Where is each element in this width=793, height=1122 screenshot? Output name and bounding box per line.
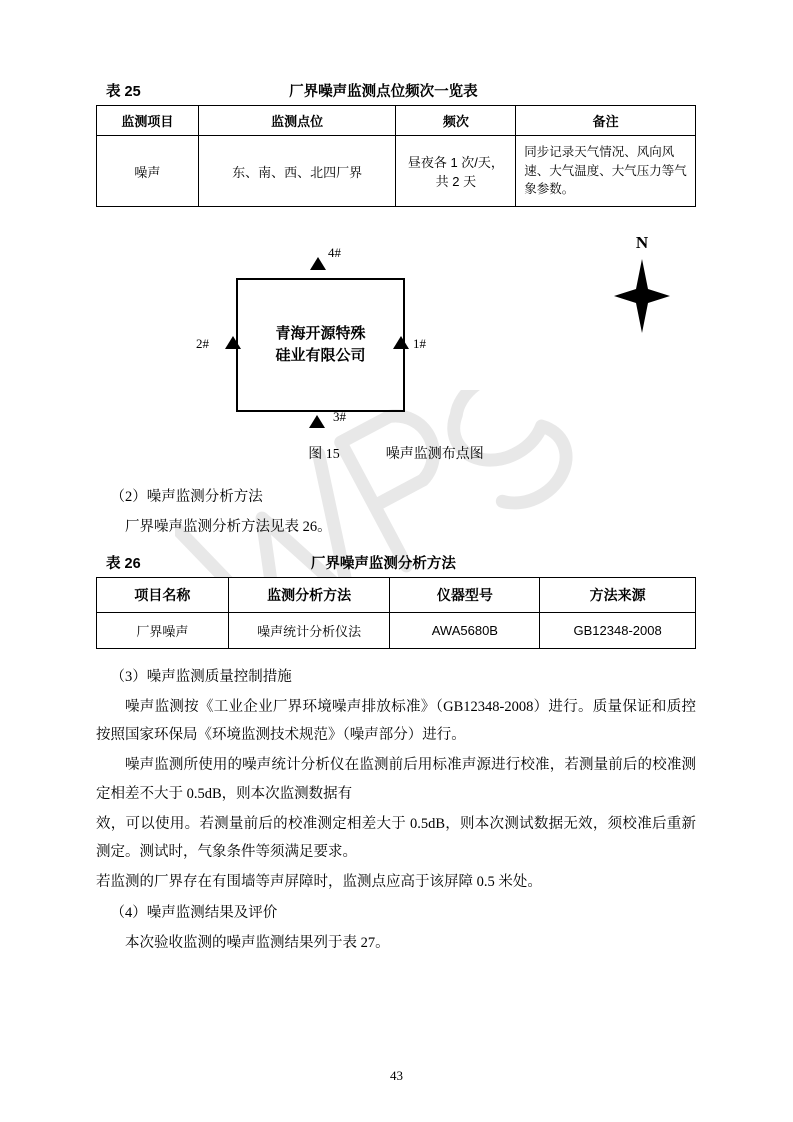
- table26-caption: [96, 552, 696, 573]
- table26-header-source: 方法来源: [540, 577, 696, 612]
- paragraph-results-ref: 本次验收监测的噪声监测结果列于表 27。: [125, 934, 390, 951]
- paragraph-barrier: 若监测的厂界存在有围墙等声屏障时，监测点应高于该屏障 0.5 米处。: [96, 874, 542, 891]
- table26-header-instrument: 仪器型号: [390, 577, 540, 612]
- paragraph-noise-method-heading: （2）噪声监测分析方法: [110, 489, 263, 505]
- table25-cell-point: 东、南、西、北四厂界: [198, 136, 396, 207]
- monitor-marker-4-icon: [310, 257, 326, 270]
- figure15-number: 图 15: [308, 447, 340, 462]
- plant-name-line2: 硅业有限公司: [275, 347, 366, 364]
- table26-number: 表 26: [106, 555, 141, 572]
- table25-header-item: 监测项目: [97, 106, 199, 136]
- table25: [96, 105, 696, 207]
- figure15-title: 噪声监测布点图: [385, 447, 484, 462]
- table26-cell-instrument: AWA5680B: [390, 612, 540, 648]
- plant-name: [275, 323, 365, 368]
- table26-cell-method: 噪声统计分析仪法: [228, 612, 390, 648]
- plant-name-line1: 青海开源特殊: [275, 324, 366, 342]
- monitor-marker-1-label: 1#: [413, 336, 426, 351]
- paragraph-noise-method-ref: 厂界噪声监测分析方法见表 26。: [125, 519, 332, 536]
- table-header-row: [97, 106, 696, 136]
- table25-header-note: 备注: [516, 106, 696, 136]
- table25-cell-frequency: [396, 136, 516, 207]
- table26-cell-name: 厂界噪声: [97, 612, 229, 648]
- compass-star-icon: [612, 257, 672, 335]
- plant-boundary-box: [236, 278, 405, 412]
- table-row: [97, 136, 696, 207]
- compass-north-label: N: [635, 233, 649, 252]
- monitor-marker-2-label: 2#: [196, 336, 209, 351]
- table25-frequency-line1: 昼夜各 1 次/天，: [407, 155, 504, 170]
- paragraph-quality-control-1: 噪声监测按《工业企业厂界环境噪声排放标准》（GB12348-2008）进行。质量保证和质控按照国家环保局《环境监测技术规范》（噪声部分）进行。: [96, 698, 696, 744]
- paragraph-calibration-1: 噪声监测所使用的噪声统计分析仪在监测前后用标准声源进行校准，若测量前后的校准测定相差不大于 0.5dB，则本次监测数据有: [96, 757, 696, 802]
- table25-cell-item: 噪声: [97, 136, 199, 207]
- monitor-marker-3-icon: [309, 415, 325, 428]
- monitor-marker-4-label: 4#: [328, 245, 341, 260]
- table-row: [97, 612, 696, 648]
- paragraph-results-heading: （4）噪声监测结果及评价: [110, 904, 278, 921]
- table25-header-frequency: 频次: [396, 106, 516, 136]
- table26-header-name: 项目名称: [97, 577, 229, 612]
- monitor-marker-2-icon: [225, 336, 241, 349]
- monitor-marker-1-icon: [393, 336, 409, 349]
- figure15-caption: [96, 443, 696, 463]
- table25-cell-note: 同步记录天气情况、风向风速、大气温度、大气压力等气象参数。: [516, 136, 696, 207]
- table25-caption: [96, 80, 696, 101]
- table26-cell-source: GB12348-2008: [540, 612, 696, 648]
- paragraph-quality-control-heading: （3）噪声监测质量控制措施: [110, 668, 292, 685]
- compass-rose: [612, 233, 672, 340]
- table25-title: 厂界噪声监测点位频次一览表: [289, 84, 478, 100]
- table26-title: 厂界噪声监测分析方法: [310, 555, 456, 572]
- table25-frequency-line2: 共 2 天: [435, 174, 477, 189]
- monitor-marker-3-label: 3#: [333, 409, 346, 424]
- page-number: 43: [390, 1068, 403, 1083]
- table26-header-method: 监测分析方法: [228, 577, 390, 612]
- figure15: [96, 233, 696, 483]
- table-header-row: [97, 577, 696, 612]
- paragraph-calibration-2: 效，可以使用。若测量前后的校准测定相差大于 0.5dB，则本次测试数据无效，须校准后重新测定。测试时，气象条件等须满足要求。: [96, 815, 696, 861]
- table25-number: 表 25: [106, 84, 141, 100]
- table26: [96, 577, 696, 649]
- table25-header-point: 监测点位: [198, 106, 396, 136]
- page-content: [96, 80, 696, 959]
